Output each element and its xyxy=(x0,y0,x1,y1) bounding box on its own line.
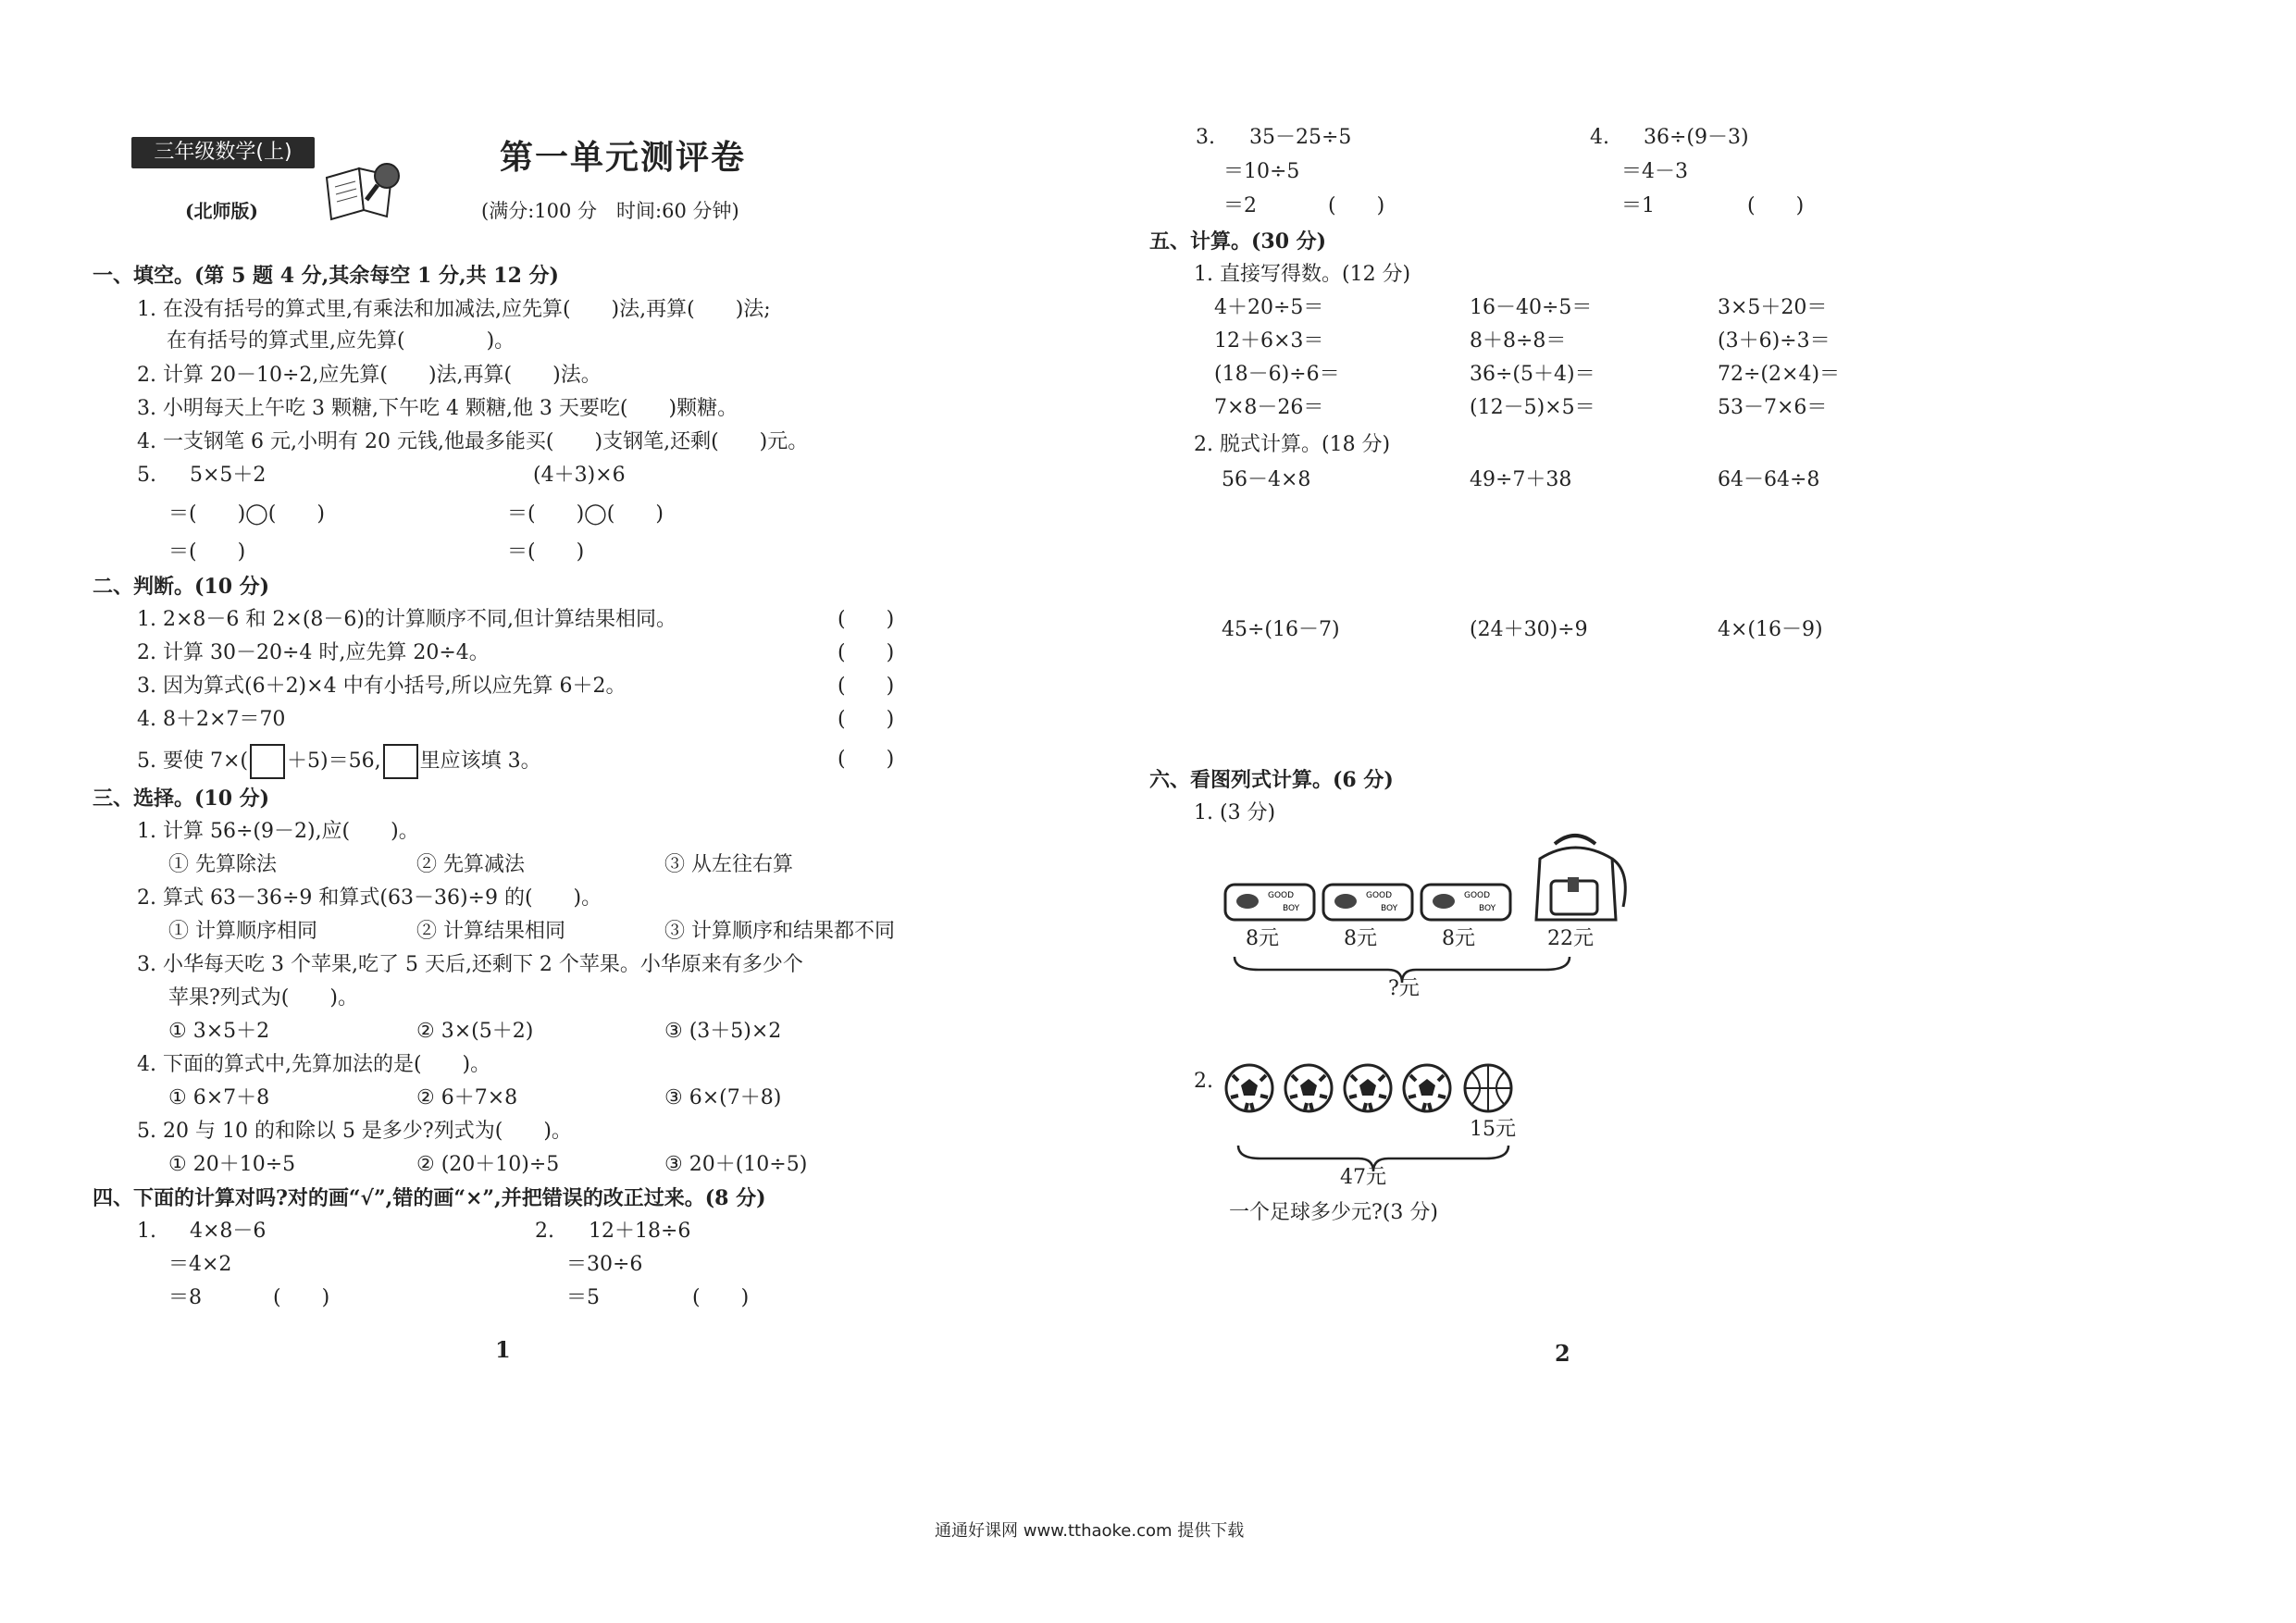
s3-q2-opt-2: ② 计算结果相同 xyxy=(416,920,565,943)
s3-q2: 2. 算式 63－36÷9 和算式(63－36)÷9 的( )。 xyxy=(137,886,602,910)
s3-q3-opt-1: ① 3×5＋2 xyxy=(168,1020,270,1043)
s2-item-5 xyxy=(137,744,541,779)
s2-item5-part-c: 里应该填 3。 xyxy=(419,750,541,773)
soccer-ball-icon xyxy=(1401,1062,1453,1114)
s3-q4-opt-3: ③ 6×(7＋8) xyxy=(664,1086,782,1109)
s4-p2-step2: ＝5 xyxy=(566,1286,600,1309)
s3-q1: 1. 计算 56÷(9－2),应( )。 xyxy=(137,820,419,843)
pencil-case-3-text-good: GOOD xyxy=(1464,891,1491,900)
s1-q5-left-step1: ＝( )◯( ) xyxy=(168,502,325,526)
s3-q5-opt-1: ① 20＋10÷5 xyxy=(168,1153,296,1176)
s2-answer-paren-2[interactable]: ( ) xyxy=(838,641,895,664)
s3-q4-opt-1: ① 6×7＋8 xyxy=(168,1086,270,1109)
price-pencil-case-3: 8元 xyxy=(1442,927,1475,950)
s3-q1-opt-2: ② 先算减法 xyxy=(416,853,525,876)
s5-step-2-1: 45÷(16－7) xyxy=(1222,618,1340,641)
s4-p2-answer[interactable]: ( ) xyxy=(692,1286,750,1309)
book-illustration xyxy=(322,159,415,224)
pencil-case-2 xyxy=(1322,881,1414,923)
s2-item-2: 2. 计算 30－20÷4 时,应先算 20÷4。 xyxy=(137,641,490,664)
s1-q5-right-step2: ＝( ) xyxy=(507,540,585,564)
s4-p3-step1: ＝10÷5 xyxy=(1223,160,1300,183)
s4-p1-step1: ＝4×2 xyxy=(168,1253,232,1276)
s1-q1-line1: 1. 在没有括号的算式里,有乘法和加减法,应先算( )法,再算( )法; xyxy=(137,298,771,321)
s2-answer-paren-5[interactable]: ( ) xyxy=(838,748,895,771)
s3-q2-opt-1: ① 计算顺序相同 xyxy=(168,920,317,943)
s5-direct-2-3: (3＋6)÷3＝ xyxy=(1718,329,1831,353)
s3-q2-opt-3: ③ 计算顺序和结果都不同 xyxy=(664,920,895,943)
s4-p3-expr: 35－25÷5 xyxy=(1249,126,1352,149)
price-backpack: 22元 xyxy=(1547,927,1594,950)
s2-item5-part-b: ＋5)＝56, xyxy=(287,750,381,773)
s4-p2-step1: ＝30÷6 xyxy=(566,1253,643,1276)
s4-p3-answer[interactable]: ( ) xyxy=(1328,194,1385,217)
s6-q2-question: 一个足球多少元?(3 分) xyxy=(1229,1201,1438,1224)
s5-direct-1-2: 16－40÷5＝ xyxy=(1470,296,1593,319)
s5-step-1-1: 56－4×8 xyxy=(1222,468,1311,491)
pencil-case-3-text-boy: BOY xyxy=(1479,904,1496,913)
s5-direct-3-2: 36÷(5＋4)＝ xyxy=(1470,363,1595,386)
pencil-case-1-text-good: GOOD xyxy=(1268,891,1295,900)
s3-q3-line2: 苹果?列式为( )。 xyxy=(168,986,358,1010)
s5-direct-3-3: 72÷(2×4)＝ xyxy=(1718,363,1841,386)
soccer-ball-icon xyxy=(1223,1062,1275,1114)
section-4-heading: 四、下面的计算对吗?对的画“√”,错的画“×”,并把错误的改正过来。(8 分) xyxy=(93,1186,766,1210)
s1-q5-right-step1: ＝( )◯( ) xyxy=(507,502,664,526)
s4-p4-expr: 36÷(9－3) xyxy=(1644,126,1749,149)
s2-item5-part-a: 5. 要使 7×( xyxy=(137,750,248,773)
s1-q5-left-expr: 5×5＋2 xyxy=(190,464,267,487)
s5-step-2-3: 4×(16－9) xyxy=(1718,618,1823,641)
page-number-right: 2 xyxy=(1555,1340,1570,1367)
s5-direct-1-3: 3×5＋20＝ xyxy=(1718,296,1828,319)
price-pencil-case-2: 8元 xyxy=(1344,927,1377,950)
s4-p3-label: 3. xyxy=(1196,126,1215,149)
s1-q1-line2: 在有括号的算式里,应先算( )。 xyxy=(167,329,515,353)
exam-info: (满分:100 分 时间:60 分钟) xyxy=(481,200,739,222)
s5-direct-1-1: 4＋20÷5＝ xyxy=(1214,296,1324,319)
s3-q3-opt-3: ③ (3＋5)×2 xyxy=(664,1020,782,1043)
s5-direct-3-1: (18－6)÷6＝ xyxy=(1214,363,1340,386)
basketball-icon xyxy=(1462,1062,1514,1114)
price-pencil-case-1: 8元 xyxy=(1246,927,1279,950)
s4-p1-answer[interactable]: ( ) xyxy=(273,1286,330,1309)
s3-q4: 4. 下面的算式中,先算加法的是( )。 xyxy=(137,1053,491,1076)
pencil-case-3 xyxy=(1420,881,1512,923)
s4-p1-label: 1. xyxy=(137,1220,156,1243)
soccer-ball-icon xyxy=(1283,1062,1334,1114)
footer-credit: 通通好课网 www.tthaoke.com 提供下载 xyxy=(935,1521,1245,1541)
s4-p1-step2: ＝8 xyxy=(168,1286,202,1309)
answer-box[interactable] xyxy=(250,744,285,779)
s5-direct-4-3: 53－7×6＝ xyxy=(1718,396,1828,419)
edition-label: (北师版) xyxy=(185,200,258,222)
pencil-case-2-text-boy: BOY xyxy=(1381,904,1398,913)
s1-q5-label: 5. xyxy=(137,464,156,487)
s4-p4-answer[interactable]: ( ) xyxy=(1747,194,1805,217)
soccer-ball-icon xyxy=(1342,1062,1394,1114)
s5-direct-4-2: (12－5)×5＝ xyxy=(1470,396,1595,419)
s2-answer-paren-3[interactable]: ( ) xyxy=(838,675,895,698)
s4-p3-step2: ＝2 xyxy=(1223,194,1257,217)
price-basketball: 15元 xyxy=(1470,1118,1516,1141)
s5-sub1-label: 1. 直接写得数。(12 分) xyxy=(1194,263,1411,286)
s3-q3-line1: 3. 小华每天吃 3 个苹果,吃了 5 天后,还剩下 2 个苹果。小华原来有多少个 xyxy=(137,953,803,976)
s1-q5-right-expr: (4＋3)×6 xyxy=(533,464,626,487)
s2-answer-paren-4[interactable]: ( ) xyxy=(838,708,895,731)
s5-direct-2-2: 8＋8÷8＝ xyxy=(1470,329,1567,353)
s5-direct-2-1: 12＋6×3＝ xyxy=(1214,329,1324,353)
section-6-heading: 六、看图列式计算。(6 分) xyxy=(1149,768,1394,792)
page-number-left: 1 xyxy=(495,1336,511,1363)
s5-step-1-3: 64－64÷8 xyxy=(1718,468,1820,491)
s2-item-3: 3. 因为算式(6＋2)×4 中有小括号,所以应先算 6＋2。 xyxy=(137,675,627,698)
s3-q4-opt-2: ② 6＋7×8 xyxy=(416,1086,518,1109)
grade-badge: 三年级数学(上) xyxy=(131,137,315,168)
section-3-heading: 三、选择。(10 分) xyxy=(93,787,270,811)
total-unknown: ?元 xyxy=(1388,977,1420,1000)
s3-q5-opt-3: ③ 20＋(10÷5) xyxy=(664,1153,808,1176)
answer-box[interactable] xyxy=(383,744,418,779)
s2-answer-paren-1[interactable]: ( ) xyxy=(838,608,895,631)
s5-step-2-2: (24＋30)÷9 xyxy=(1470,618,1588,641)
s4-p2-label: 2. xyxy=(535,1220,554,1243)
section-1-heading: 一、填空。(第 5 题 4 分,其余每空 1 分,共 12 分) xyxy=(93,264,559,288)
s1-q5-left-step2: ＝( ) xyxy=(168,540,246,564)
s3-q5-opt-2: ② (20＋10)÷5 xyxy=(416,1153,560,1176)
s1-q2: 2. 计算 20－10÷2,应先算( )法,再算( )法。 xyxy=(137,364,602,387)
s6-q2-label: 2. xyxy=(1194,1070,1213,1093)
s1-q3: 3. 小明每天上午吃 3 颗糖,下午吃 4 颗糖,他 3 天要吃( )颗糖。 xyxy=(137,397,738,420)
s6-q1-label: 1. (3 分) xyxy=(1194,801,1276,824)
pencil-case-1 xyxy=(1223,881,1316,923)
section-2-heading: 二、判断。(10 分) xyxy=(93,575,270,599)
s1-q4: 4. 一支钢笔 6 元,小明有 20 元钱,他最多能买( )支钢笔,还剩( )元。 xyxy=(137,430,809,453)
s4-p4-label: 4. xyxy=(1590,126,1609,149)
page-title: 第一单元测评卷 xyxy=(500,138,747,177)
s4-p1-expr: 4×8－6 xyxy=(190,1220,267,1243)
pencil-case-1-text-boy: BOY xyxy=(1283,904,1300,913)
section-5-heading: 五、计算。(30 分) xyxy=(1149,229,1327,254)
s3-q5: 5. 20 与 10 的和除以 5 是多少?列式为( )。 xyxy=(137,1120,572,1143)
backpack-illustration xyxy=(1527,831,1629,927)
s4-p4-step2: ＝1 xyxy=(1621,194,1655,217)
s5-direct-4-1: 7×8－26＝ xyxy=(1214,396,1324,419)
s4-p2-expr: 12＋18÷6 xyxy=(589,1220,691,1243)
s5-step-1-2: 49÷7＋38 xyxy=(1470,468,1572,491)
pencil-case-2-text-good: GOOD xyxy=(1366,891,1393,900)
s3-q3-opt-2: ② 3×(5＋2) xyxy=(416,1020,534,1043)
s2-item-4: 4. 8＋2×7＝70 xyxy=(137,708,286,731)
total-amount: 47元 xyxy=(1340,1166,1386,1189)
s3-q1-opt-3: ③ 从左往右算 xyxy=(664,853,793,876)
s4-p4-step1: ＝4－3 xyxy=(1621,160,1688,183)
s3-q1-opt-1: ① 先算除法 xyxy=(168,853,277,876)
s5-sub2-label: 2. 脱式计算。(18 分) xyxy=(1194,433,1391,456)
s2-item-1: 1. 2×8－6 和 2×(8－6)的计算顺序不同,但计算结果相同。 xyxy=(137,608,676,631)
